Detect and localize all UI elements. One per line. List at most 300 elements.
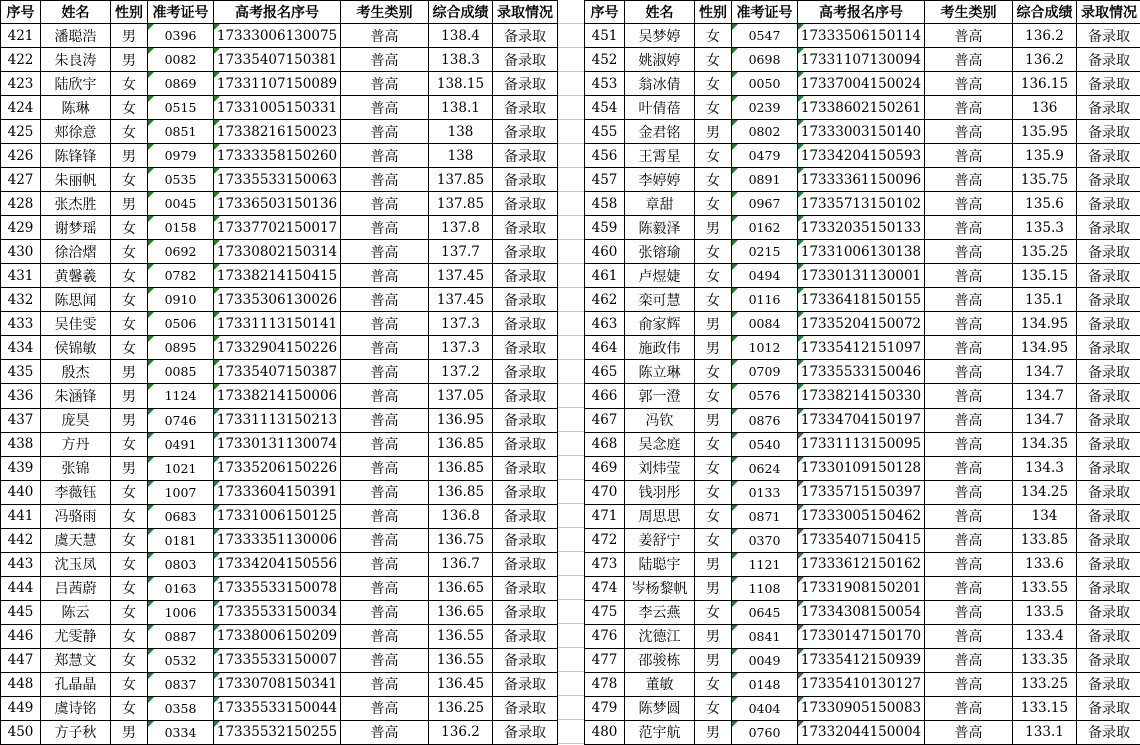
text-format-indicator-icon bbox=[148, 529, 154, 535]
cell-sex: 女 bbox=[111, 624, 148, 648]
cell-reg: 17330147150170 bbox=[798, 624, 925, 648]
cell-score: 138.1 bbox=[429, 96, 493, 120]
cell-name: 陈琳 bbox=[41, 96, 111, 120]
cell-ticket: 1021 bbox=[148, 456, 214, 480]
text-format-indicator-icon bbox=[214, 288, 220, 294]
cell-name: 李薇钰 bbox=[41, 480, 111, 504]
cell-sex: 女 bbox=[695, 192, 732, 216]
col-header-score: 综合成绩 bbox=[429, 1, 493, 24]
table-row bbox=[585, 264, 1140, 288]
cell-reg: 17333358150260 bbox=[214, 144, 341, 168]
cell-type: 普高 bbox=[925, 288, 1013, 312]
cell-reg: 17335713150102 bbox=[798, 192, 925, 216]
cell-score: 136.2 bbox=[429, 720, 493, 744]
table-row bbox=[1, 336, 558, 360]
cell-sex: 男 bbox=[695, 720, 732, 744]
col-header-reg: 高考报名序号 bbox=[798, 1, 925, 24]
cell-ticket: 0802 bbox=[732, 120, 798, 144]
cell-type: 普高 bbox=[341, 24, 429, 48]
text-format-indicator-icon bbox=[214, 72, 220, 78]
text-format-indicator-icon bbox=[214, 168, 220, 174]
cell-sex: 女 bbox=[695, 360, 732, 384]
cell-reg: 17331113150213 bbox=[214, 408, 341, 432]
cell-type: 普高 bbox=[925, 48, 1013, 72]
cell-seq: 465 bbox=[585, 360, 625, 384]
cell-reg: 17333351130006 bbox=[214, 528, 341, 552]
col-header-score: 综合成绩 bbox=[1013, 1, 1077, 24]
text-format-indicator-icon bbox=[732, 264, 738, 270]
table-row bbox=[585, 552, 1140, 576]
text-format-indicator-icon bbox=[214, 673, 220, 679]
cell-sex: 女 bbox=[111, 216, 148, 240]
cell-seq: 462 bbox=[585, 288, 625, 312]
cell-name: 朱丽帆 bbox=[41, 168, 111, 192]
cell-ticket: 0698 bbox=[732, 48, 798, 72]
table-row bbox=[585, 144, 1140, 168]
cell-ticket: 1124 bbox=[148, 384, 214, 408]
cell-seq: 480 bbox=[585, 720, 625, 744]
text-format-indicator-icon bbox=[732, 673, 738, 679]
cell-score: 133.6 bbox=[1013, 552, 1077, 576]
cell-ticket: 0547 bbox=[732, 24, 798, 48]
cell-reg: 17330131130074 bbox=[214, 432, 341, 456]
col-header-name: 姓名 bbox=[41, 1, 111, 24]
cell-seq: 421 bbox=[1, 24, 41, 48]
cell-sex: 男 bbox=[111, 408, 148, 432]
cell-sex: 女 bbox=[111, 96, 148, 120]
cell-status: 备录取 bbox=[1077, 672, 1140, 696]
text-format-indicator-icon bbox=[732, 384, 738, 390]
cell-seq: 463 bbox=[585, 312, 625, 336]
cell-ticket: 1006 bbox=[148, 600, 214, 624]
cell-score: 134.95 bbox=[1013, 312, 1077, 336]
text-format-indicator-icon bbox=[148, 120, 154, 126]
table-row bbox=[585, 336, 1140, 360]
cell-type: 普高 bbox=[925, 72, 1013, 96]
text-format-indicator-icon bbox=[732, 192, 738, 198]
cell-name: 刘炜莹 bbox=[625, 456, 695, 480]
cell-reg: 17335533150007 bbox=[214, 648, 341, 672]
cell-score: 135.6 bbox=[1013, 192, 1077, 216]
text-format-indicator-icon bbox=[214, 457, 220, 463]
cell-name: 章甜 bbox=[625, 192, 695, 216]
table-row bbox=[1, 480, 558, 504]
cell-reg: 17332904150226 bbox=[214, 336, 341, 360]
cell-name: 郭一澄 bbox=[625, 384, 695, 408]
cell-seq: 444 bbox=[1, 576, 41, 600]
cell-reg: 17331107130094 bbox=[798, 48, 925, 72]
table-row bbox=[1, 408, 558, 432]
cell-sex: 女 bbox=[111, 480, 148, 504]
cell-score: 136.55 bbox=[429, 648, 493, 672]
cell-status: 备录取 bbox=[493, 384, 558, 408]
cell-reg: 17335533150044 bbox=[214, 696, 341, 720]
table-row bbox=[1, 672, 558, 696]
cell-name: 李婷婷 bbox=[625, 168, 695, 192]
cell-reg: 17330802150314 bbox=[214, 240, 341, 264]
table-row bbox=[585, 120, 1140, 144]
cell-type: 普高 bbox=[925, 720, 1013, 744]
cell-reg: 17336503150136 bbox=[214, 192, 341, 216]
table-row bbox=[585, 48, 1140, 72]
text-format-indicator-icon bbox=[148, 360, 154, 366]
cell-reg: 17334204150593 bbox=[798, 144, 925, 168]
cell-type: 普高 bbox=[341, 624, 429, 648]
cell-reg: 17334308150054 bbox=[798, 600, 925, 624]
cell-seq: 429 bbox=[1, 216, 41, 240]
text-format-indicator-icon bbox=[732, 457, 738, 463]
cell-reg: 17336418150155 bbox=[798, 288, 925, 312]
table-row bbox=[1, 144, 558, 168]
text-format-indicator-icon bbox=[148, 505, 154, 511]
cell-seq: 452 bbox=[585, 48, 625, 72]
cell-status: 备录取 bbox=[1077, 360, 1140, 384]
cell-status: 备录取 bbox=[493, 432, 558, 456]
cell-score: 134.95 bbox=[1013, 336, 1077, 360]
text-format-indicator-icon bbox=[732, 24, 738, 30]
cell-ticket: 0215 bbox=[732, 240, 798, 264]
cell-reg: 17335715150397 bbox=[798, 480, 925, 504]
cell-type: 普高 bbox=[341, 72, 429, 96]
cell-ticket: 0887 bbox=[148, 624, 214, 648]
cell-ticket: 0082 bbox=[148, 48, 214, 72]
text-format-indicator-icon bbox=[148, 481, 154, 487]
cell-status: 备录取 bbox=[493, 312, 558, 336]
cell-reg: 17332035150133 bbox=[798, 216, 925, 240]
cell-name: 虞天慧 bbox=[41, 528, 111, 552]
cell-ticket: 0049 bbox=[732, 648, 798, 672]
table-row bbox=[585, 96, 1140, 120]
cell-status: 备录取 bbox=[493, 24, 558, 48]
cell-ticket: 0645 bbox=[732, 600, 798, 624]
cell-sex: 女 bbox=[111, 240, 148, 264]
table-row bbox=[1, 384, 558, 408]
cell-status: 备录取 bbox=[493, 288, 558, 312]
cell-name: 虞诗铭 bbox=[41, 696, 111, 720]
text-format-indicator-icon bbox=[798, 697, 804, 703]
cell-name: 沈玉凤 bbox=[41, 552, 111, 576]
text-format-indicator-icon bbox=[732, 601, 738, 607]
text-format-indicator-icon bbox=[148, 192, 154, 198]
cell-name: 郏徐意 bbox=[41, 120, 111, 144]
cell-sex: 女 bbox=[111, 336, 148, 360]
text-format-indicator-icon bbox=[732, 505, 738, 511]
cell-status: 备录取 bbox=[1077, 600, 1140, 624]
text-format-indicator-icon bbox=[798, 288, 804, 294]
text-format-indicator-icon bbox=[214, 240, 220, 246]
cell-seq: 479 bbox=[585, 696, 625, 720]
text-format-indicator-icon bbox=[798, 192, 804, 198]
table-row bbox=[1, 288, 558, 312]
cell-name: 陆聪宇 bbox=[625, 552, 695, 576]
text-format-indicator-icon bbox=[732, 312, 738, 318]
cell-ticket: 0050 bbox=[732, 72, 798, 96]
cell-seq: 473 bbox=[585, 552, 625, 576]
text-format-indicator-icon bbox=[798, 457, 804, 463]
cell-score: 134.3 bbox=[1013, 456, 1077, 480]
cell-score: 138.15 bbox=[429, 72, 493, 96]
cell-seq: 440 bbox=[1, 480, 41, 504]
cell-seq: 425 bbox=[1, 120, 41, 144]
cell-seq: 449 bbox=[1, 696, 41, 720]
cell-name: 朱涵锋 bbox=[41, 384, 111, 408]
text-format-indicator-icon bbox=[214, 505, 220, 511]
cell-type: 普高 bbox=[925, 504, 1013, 528]
cell-name: 潘聪浩 bbox=[41, 24, 111, 48]
cell-seq: 466 bbox=[585, 384, 625, 408]
cell-status: 备录取 bbox=[493, 480, 558, 504]
cell-seq: 446 bbox=[1, 624, 41, 648]
text-format-indicator-icon bbox=[732, 120, 738, 126]
text-format-indicator-icon bbox=[148, 288, 154, 294]
table-row bbox=[585, 360, 1140, 384]
text-format-indicator-icon bbox=[214, 336, 220, 342]
cell-ticket: 0358 bbox=[148, 696, 214, 720]
cell-ticket: 0895 bbox=[148, 336, 214, 360]
cell-ticket: 0133 bbox=[732, 480, 798, 504]
text-format-indicator-icon bbox=[798, 577, 804, 583]
cell-name: 俞家辉 bbox=[625, 312, 695, 336]
cell-type: 普高 bbox=[925, 624, 1013, 648]
cell-reg: 17331005150331 bbox=[214, 96, 341, 120]
cell-seq: 459 bbox=[585, 216, 625, 240]
text-format-indicator-icon bbox=[214, 96, 220, 102]
cell-type: 普高 bbox=[925, 216, 1013, 240]
table-row bbox=[585, 648, 1140, 672]
cell-ticket: 0760 bbox=[732, 720, 798, 744]
cell-name: 方丹 bbox=[41, 432, 111, 456]
cell-name: 吕茜蔚 bbox=[41, 576, 111, 600]
cell-type: 普高 bbox=[925, 528, 1013, 552]
text-format-indicator-icon bbox=[148, 72, 154, 78]
col-header-status: 录取情况 bbox=[1077, 1, 1140, 24]
table-row bbox=[585, 24, 1140, 48]
text-format-indicator-icon bbox=[798, 601, 804, 607]
cell-sex: 男 bbox=[695, 312, 732, 336]
text-format-indicator-icon bbox=[214, 216, 220, 222]
cell-sex: 女 bbox=[695, 480, 732, 504]
cell-score: 136 bbox=[1013, 96, 1077, 120]
cell-score: 133.1 bbox=[1013, 720, 1077, 744]
cell-reg: 17335407150381 bbox=[214, 48, 341, 72]
cell-sex: 女 bbox=[695, 288, 732, 312]
cell-name: 黄馨羲 bbox=[41, 264, 111, 288]
cell-status: 备录取 bbox=[1077, 336, 1140, 360]
table-row bbox=[1, 552, 558, 576]
cell-sex: 女 bbox=[111, 264, 148, 288]
text-format-indicator-icon bbox=[798, 312, 804, 318]
cell-seq: 477 bbox=[585, 648, 625, 672]
cell-type: 普高 bbox=[341, 48, 429, 72]
cell-score: 134 bbox=[1013, 504, 1077, 528]
text-format-indicator-icon bbox=[214, 48, 220, 54]
cell-reg: 17335412151097 bbox=[798, 336, 925, 360]
text-format-indicator-icon bbox=[798, 673, 804, 679]
cell-reg: 17338602150261 bbox=[798, 96, 925, 120]
text-format-indicator-icon bbox=[732, 48, 738, 54]
table-row bbox=[585, 432, 1140, 456]
cell-sex: 女 bbox=[695, 264, 732, 288]
cell-type: 普高 bbox=[925, 648, 1013, 672]
cell-sex: 男 bbox=[111, 720, 148, 744]
cell-sex: 女 bbox=[695, 48, 732, 72]
cell-reg: 17331006150125 bbox=[214, 504, 341, 528]
table-row bbox=[1, 432, 558, 456]
cell-name: 栾可慧 bbox=[625, 288, 695, 312]
cell-score: 138 bbox=[429, 120, 493, 144]
table-row bbox=[1, 240, 558, 264]
cell-name: 岑杨黎帆 bbox=[625, 576, 695, 600]
cell-seq: 430 bbox=[1, 240, 41, 264]
cell-name: 冯骆雨 bbox=[41, 504, 111, 528]
cell-score: 133.55 bbox=[1013, 576, 1077, 600]
col-header-name: 姓名 bbox=[625, 1, 695, 24]
cell-status: 备录取 bbox=[493, 360, 558, 384]
cell-seq: 423 bbox=[1, 72, 41, 96]
cell-reg: 17330131130001 bbox=[798, 264, 925, 288]
cell-ticket: 0532 bbox=[148, 648, 214, 672]
text-format-indicator-icon bbox=[798, 553, 804, 559]
text-format-indicator-icon bbox=[148, 144, 154, 150]
table-row bbox=[585, 384, 1140, 408]
text-format-indicator-icon bbox=[732, 625, 738, 631]
text-format-indicator-icon bbox=[732, 649, 738, 655]
admission-table-right bbox=[584, 0, 1140, 745]
cell-seq: 436 bbox=[1, 384, 41, 408]
cell-sex: 男 bbox=[111, 456, 148, 480]
cell-status: 备录取 bbox=[493, 528, 558, 552]
cell-name: 殷杰 bbox=[41, 360, 111, 384]
text-format-indicator-icon bbox=[798, 360, 804, 366]
table-row bbox=[585, 696, 1140, 720]
cell-score: 136.85 bbox=[429, 456, 493, 480]
cell-sex: 女 bbox=[695, 456, 732, 480]
cell-reg: 17331113150095 bbox=[798, 432, 925, 456]
cell-type: 普高 bbox=[925, 336, 1013, 360]
cell-type: 普高 bbox=[341, 600, 429, 624]
cell-sex: 女 bbox=[695, 144, 732, 168]
cell-score: 137.85 bbox=[429, 168, 493, 192]
table-row bbox=[1, 624, 558, 648]
cell-name: 徐洽熠 bbox=[41, 240, 111, 264]
text-format-indicator-icon bbox=[798, 529, 804, 535]
cell-type: 普高 bbox=[925, 456, 1013, 480]
cell-name: 施政伟 bbox=[625, 336, 695, 360]
cell-seq: 442 bbox=[1, 528, 41, 552]
cell-reg: 17333612150162 bbox=[798, 552, 925, 576]
cell-ticket: 0540 bbox=[732, 432, 798, 456]
cell-reg: 17330905150083 bbox=[798, 696, 925, 720]
col-header-type: 考生类别 bbox=[341, 1, 429, 24]
cell-type: 普高 bbox=[341, 504, 429, 528]
table-row bbox=[585, 408, 1140, 432]
cell-status: 备录取 bbox=[1077, 48, 1140, 72]
cell-status: 备录取 bbox=[1077, 24, 1140, 48]
cell-sex: 女 bbox=[111, 672, 148, 696]
cell-score: 138.3 bbox=[429, 48, 493, 72]
cell-reg: 17333506150114 bbox=[798, 24, 925, 48]
cell-status: 备录取 bbox=[1077, 312, 1140, 336]
cell-reg: 17333361150096 bbox=[798, 168, 925, 192]
cell-reg: 17338214150415 bbox=[214, 264, 341, 288]
cell-name: 孔晶晶 bbox=[41, 672, 111, 696]
cell-type: 普高 bbox=[341, 360, 429, 384]
text-format-indicator-icon bbox=[798, 336, 804, 342]
cell-ticket: 1121 bbox=[732, 552, 798, 576]
cell-sex: 女 bbox=[695, 24, 732, 48]
cell-status: 备录取 bbox=[493, 336, 558, 360]
cell-sex: 男 bbox=[111, 192, 148, 216]
cell-name: 庞昊 bbox=[41, 408, 111, 432]
text-format-indicator-icon bbox=[148, 240, 154, 246]
cell-score: 133.15 bbox=[1013, 696, 1077, 720]
col-header-sex: 性别 bbox=[111, 1, 148, 24]
cell-name: 金君铭 bbox=[625, 120, 695, 144]
cell-sex: 女 bbox=[695, 168, 732, 192]
cell-status: 备录取 bbox=[1077, 120, 1140, 144]
text-format-indicator-icon bbox=[214, 264, 220, 270]
cell-type: 普高 bbox=[925, 168, 1013, 192]
text-format-indicator-icon bbox=[732, 96, 738, 102]
table-row bbox=[1, 96, 558, 120]
cell-type: 普高 bbox=[925, 552, 1013, 576]
table-row bbox=[585, 168, 1140, 192]
cell-sex: 女 bbox=[695, 528, 732, 552]
cell-sex: 女 bbox=[695, 600, 732, 624]
cell-status: 备录取 bbox=[493, 72, 558, 96]
table-row bbox=[1, 720, 558, 744]
cell-ticket: 0181 bbox=[148, 528, 214, 552]
text-format-indicator-icon bbox=[798, 505, 804, 511]
table-row bbox=[585, 456, 1140, 480]
cell-status: 备录取 bbox=[493, 96, 558, 120]
cell-score: 135.95 bbox=[1013, 120, 1077, 144]
cell-score: 133.35 bbox=[1013, 648, 1077, 672]
cell-type: 普高 bbox=[341, 696, 429, 720]
cell-status: 备录取 bbox=[1077, 144, 1140, 168]
cell-type: 普高 bbox=[925, 120, 1013, 144]
cell-type: 普高 bbox=[925, 24, 1013, 48]
cell-name: 王霄星 bbox=[625, 144, 695, 168]
cell-status: 备录取 bbox=[493, 216, 558, 240]
table-row bbox=[1, 192, 558, 216]
cell-type: 普高 bbox=[341, 264, 429, 288]
table-header-row bbox=[585, 1, 1140, 24]
cell-type: 普高 bbox=[341, 312, 429, 336]
text-format-indicator-icon bbox=[798, 96, 804, 102]
cell-seq: 474 bbox=[585, 576, 625, 600]
cell-name: 陈云 bbox=[41, 600, 111, 624]
cell-type: 普高 bbox=[925, 312, 1013, 336]
cell-sex: 女 bbox=[111, 72, 148, 96]
cell-score: 136.15 bbox=[1013, 72, 1077, 96]
text-format-indicator-icon bbox=[798, 481, 804, 487]
cell-seq: 437 bbox=[1, 408, 41, 432]
text-format-indicator-icon bbox=[798, 721, 804, 727]
cell-seq: 470 bbox=[585, 480, 625, 504]
cell-ticket: 0479 bbox=[732, 144, 798, 168]
cell-reg: 17333604150391 bbox=[214, 480, 341, 504]
cell-ticket: 0876 bbox=[732, 408, 798, 432]
cell-type: 普高 bbox=[341, 168, 429, 192]
cell-status: 备录取 bbox=[1077, 720, 1140, 744]
cell-type: 普高 bbox=[341, 120, 429, 144]
cell-type: 普高 bbox=[925, 96, 1013, 120]
cell-ticket: 0163 bbox=[148, 576, 214, 600]
cell-sex: 女 bbox=[111, 504, 148, 528]
table-row bbox=[1, 696, 558, 720]
table-row bbox=[1, 576, 558, 600]
